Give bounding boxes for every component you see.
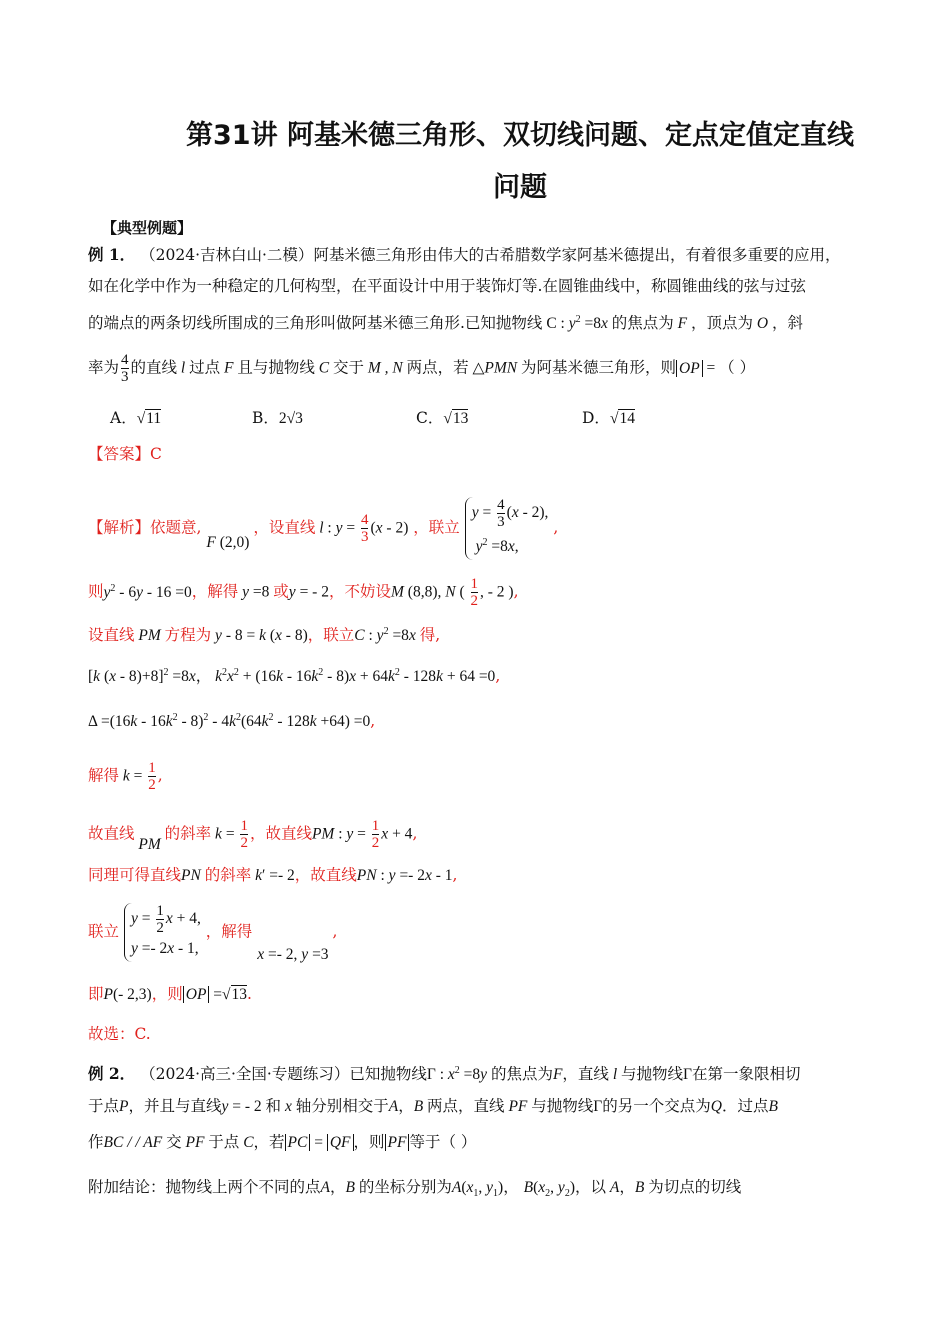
example2-line2: 于点P，并且与直线y = - 2 和 x 轴分别相交于A，B 两点，直线 PF 与抛物线Γ的另一个交点为Q．过点B (88, 1097, 778, 1115)
analysis-conclusion: 故选：C. (88, 1025, 151, 1043)
option-b[interactable]: B．2√3 (252, 409, 303, 427)
analysis-line3: 设直线 PM 方程为 y - 8 = k (x - 8)，联立C : $y^2 =8x$ 得, (88, 626, 441, 645)
option-a[interactable]: A．√11 (110, 409, 162, 427)
example2-line1: 例 2． （2024·高三·全国·专题练习）已知抛物线Γ : $x^2 =8y$ 的焦点为F，直线 l 与抛物线Γ在第一象限相切 (88, 1064, 801, 1084)
page-title: 第31讲 阿基米德三角形、双切线问题、定点定值定直线 (186, 120, 854, 151)
analysis-line2: 则$y^2 - 6y - 16 =0$，解得 y =8 或y = - 2，不妨设M (8,8), N ( $\frac{1}{2}$ , - 2 ), (88, 576, 519, 609)
example1-source: （2024·吉林白山·二模） (140, 246, 314, 264)
analysis-line5: $\Delta =(16k - 16k^2 - 8)^2 - 4k^2(64k^2 - 128k +64) =0$, (88, 712, 376, 731)
analysis-line1: 【解析】依题意, F (2,0) ，设直线 l : y = $\frac{4}{3}$ (x - 2) ，联立 y = $\frac{4}{3}$ (x - 2), $y^2 =8x$, , (88, 497, 558, 560)
analysis-line4: [k (x - 8)+8]$^2$ =8x， $k^2x^2 + (16k - 16k^2 - 8)x + 64k^2 - 128k + 64 =0$, (88, 667, 501, 686)
option-c[interactable]: C．√13 (416, 409, 469, 427)
section-label: 【典型例题】 (102, 219, 193, 237)
answer: 【答案】C (88, 445, 162, 463)
example1-line1: 例 1． （2024·吉林白山·二模）阿基米德三角形由伟大的古希腊数学家阿基米德提出，有着很多重要的应用， (88, 245, 841, 264)
page-title-continued: 问题 (493, 172, 547, 203)
example2-source: （2024·高三·全国·专题练习） (140, 1065, 350, 1084)
analysis-line10: 即P(- 2,3)，则 OP =√13. (88, 985, 252, 1003)
example1-line3: 的端点的两条切线所围成的三角形叫做阿基米德三角形.已知抛物线 C : $y^2 =8x$ 的焦点为 F ，顶点为 O ，斜 (88, 314, 803, 333)
example1-label: 例 1． (88, 245, 136, 264)
example2-line4: 附加结论：抛物线上两个不同的点A，B 的坐标分别为$A(x_1$, $y_1$)， $B(x_2$, $y_2$)，以 A，B 为切点的切线 (88, 1178, 742, 1200)
example2-line3: 作BC / / AF 交 PF 于点 C，若 PC = QF ，则 PF 等于（ ） (88, 1133, 477, 1151)
analysis-line6: 解得 k = $\frac{1}{2}$ , (88, 760, 163, 793)
analysis-line8: 同理可得直线PN 的斜率 k′ =- 2，故直线PN : y =- 2x - 1, (88, 866, 458, 884)
analysis-line9: 联立 y = $\frac{1}{2}$ x + 4, y =- 2x - 1, ，解得 x =- 2, y =3 , (88, 903, 338, 963)
analysis-line7: 故直线 PM 的斜率 k = $\frac{1}{2}$ ，故直线PM : y = $\frac{1}{2}$ x + 4, (88, 818, 418, 853)
example2-label: 例 2． (88, 1064, 136, 1084)
example1-line4: 率为 $\frac{4}{3}$ 的直线 l 过点 F 且与抛物线 C 交于 M , N 两点，若 △PMN 为阿基米德三角形，则 OP = （ ） (88, 352, 756, 385)
example1-line2: 如在化学中作为一种稳定的几何构型，在平面设计中用于装饰灯等.在圆锥曲线中，称圆锥曲线的弦与过弦 (88, 277, 806, 295)
option-d[interactable]: D．√14 (582, 409, 635, 427)
